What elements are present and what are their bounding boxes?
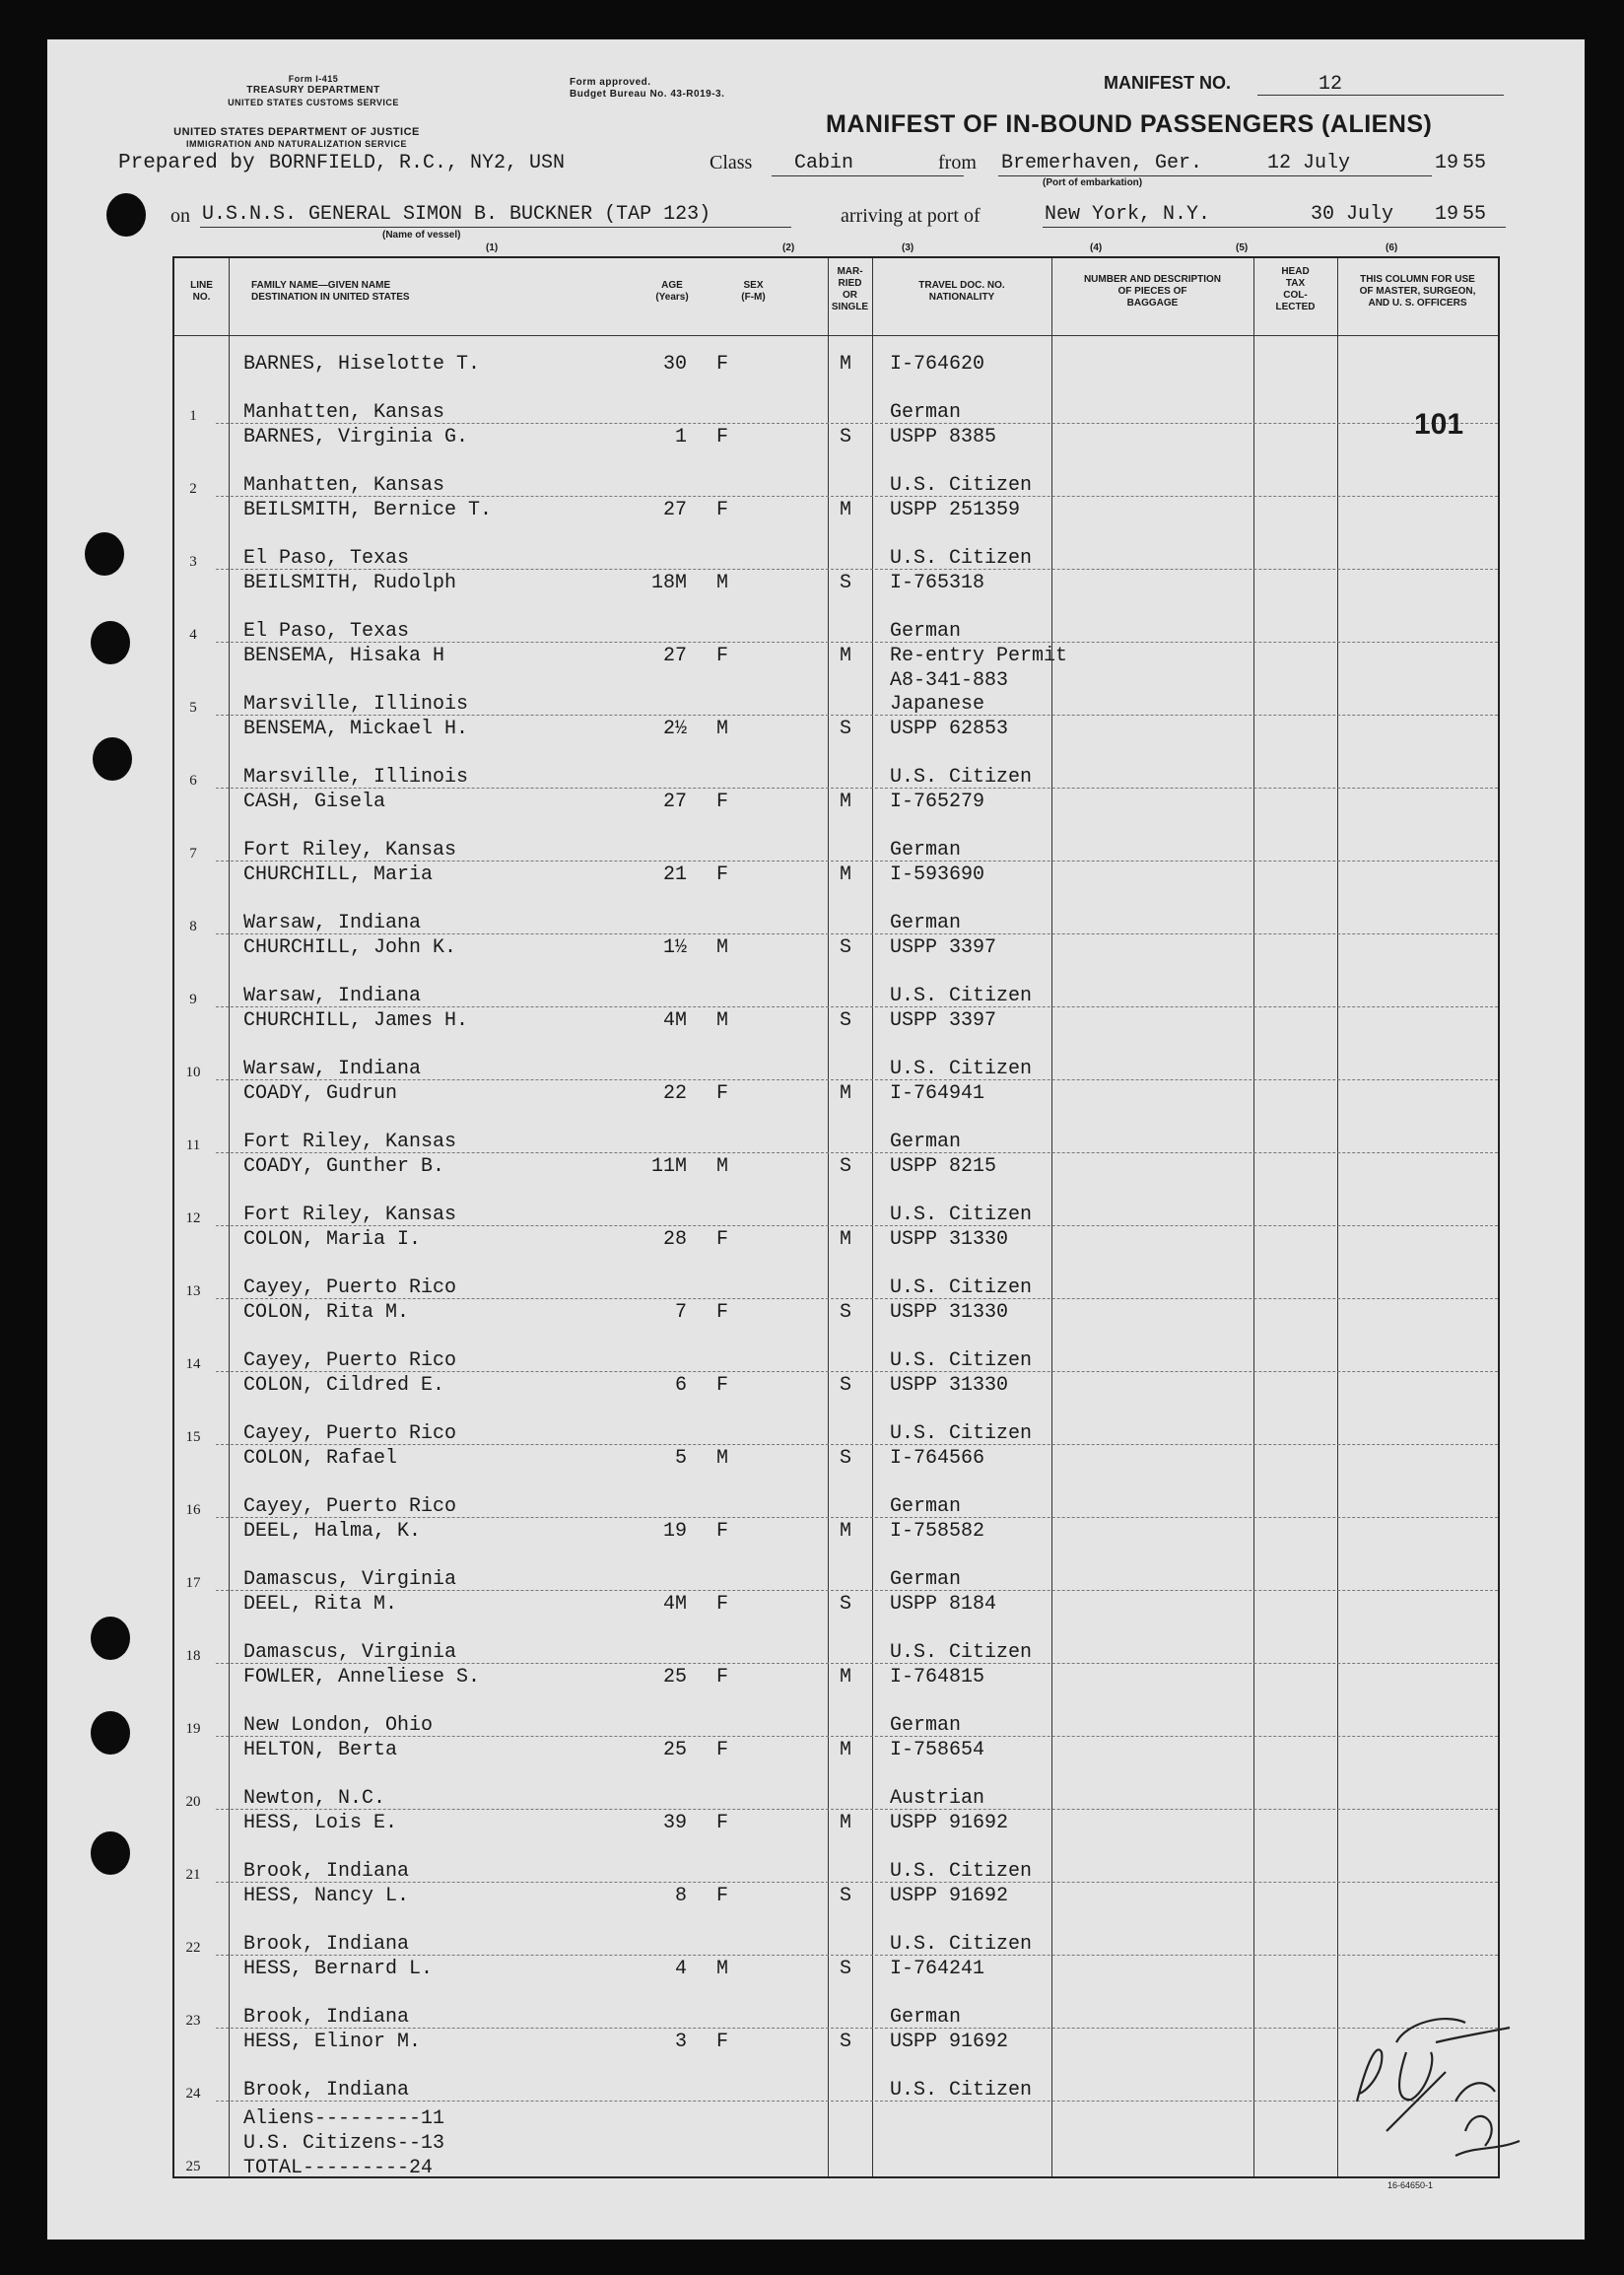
passenger-destination: Fort Riley, Kansas (243, 839, 457, 862)
col-num-1: (1) (486, 242, 499, 253)
line-number: 17 (185, 1575, 201, 1591)
passenger-name: CHURCHILL, James H. (243, 1009, 469, 1032)
passenger-sex: F (716, 1374, 729, 1397)
passenger-travel-doc: I-764566 (890, 1447, 985, 1470)
passenger-destination: Warsaw, Indiana (243, 1058, 422, 1080)
passenger-sex: M (716, 1009, 729, 1032)
col-header-travel: TRAVEL DOC. NO. NATIONALITY (918, 280, 1005, 303)
passenger-marital-status: M (840, 1520, 852, 1543)
passenger-sex: M (716, 936, 729, 959)
row-rule (216, 1371, 1498, 1372)
passenger-nationality: German (890, 620, 962, 643)
ins-service: IMMIGRATION AND NATURALIZATION SERVICE (186, 139, 407, 149)
passenger-marital-status: S (840, 1958, 852, 1980)
passenger-travel-doc: USPP 31330 (890, 1228, 1009, 1251)
row-rule (216, 496, 1498, 497)
passenger-name: BENSEMA, Hisaka H (243, 645, 445, 667)
treasury-dept: TREASURY DEPARTMENT (246, 85, 380, 96)
passenger-travel-doc: USPP 91692 (890, 1812, 1009, 1834)
passenger-destination: Fort Riley, Kansas (243, 1204, 457, 1226)
header-bottom-line (174, 335, 1498, 336)
passenger-travel-doc: USPP 91692 (890, 1885, 1009, 1907)
passenger-sex: F (716, 1593, 729, 1616)
passenger-age: 11M (650, 1155, 687, 1178)
line-number: 19 (185, 1721, 201, 1737)
customs-service: UNITED STATES CUSTOMS SERVICE (228, 98, 399, 107)
passenger-nationality: German (890, 1714, 962, 1737)
row-rule (216, 1517, 1498, 1518)
footer-code: 16-64650-1 (1387, 2180, 1434, 2190)
line-number: 20 (185, 1794, 201, 1810)
passenger-travel-doc: I-593690 (890, 863, 985, 886)
passenger-travel-doc: I-765279 (890, 791, 985, 813)
passenger-age: 27 (662, 499, 687, 521)
passenger-destination: Fort Riley, Kansas (243, 1131, 457, 1153)
punch-hole (91, 621, 130, 664)
passenger-destination: Marsville, Illinois (243, 693, 469, 716)
passenger-name: HESS, Lois E. (243, 1812, 398, 1834)
from-year-prefix: 19 (1435, 152, 1459, 174)
passenger-marital-status: S (840, 718, 852, 740)
passenger-nationality: German (890, 912, 962, 934)
passenger-age: 25 (662, 1739, 687, 1761)
passenger-destination: Damascus, Virginia (243, 1641, 457, 1664)
row-rule (216, 1006, 1498, 1007)
form-number: Form I-415 (288, 74, 339, 84)
col-num-2: (2) (782, 242, 795, 253)
col-header-baggage: NUMBER AND DESCRIPTION OF PIECES OF BAGGAGE (1083, 274, 1222, 309)
passenger-name: COLON, Cildred E. (243, 1374, 445, 1397)
passenger-marital-status: M (840, 499, 852, 521)
passenger-age: 4M (662, 1593, 687, 1616)
col-divider-officers (1337, 258, 1338, 2176)
passenger-nationality: U.S. Citizen (890, 1204, 1033, 1226)
passenger-destination: Brook, Indiana (243, 1933, 410, 1956)
passenger-sex: F (716, 645, 729, 667)
passenger-travel-doc: USPP 31330 (890, 1301, 1009, 1324)
passenger-name: DEEL, Halma, K. (243, 1520, 422, 1543)
passenger-destination: Cayey, Puerto Rico (243, 1495, 457, 1518)
line-number: 5 (189, 700, 197, 716)
passenger-nationality: German (890, 1568, 962, 1591)
passenger-marital-status: S (840, 1374, 852, 1397)
line-number: 6 (189, 773, 197, 789)
passenger-name: BARNES, Virginia G. (243, 426, 469, 448)
passenger-age: 39 (662, 1812, 687, 1834)
col-num-3: (3) (902, 242, 914, 253)
passenger-travel-doc: USPP 3397 (890, 1009, 997, 1032)
passenger-name: COADY, Gunther B. (243, 1155, 445, 1178)
passenger-nationality: U.S. Citizen (890, 547, 1033, 570)
col-divider-line (229, 258, 230, 2176)
manifest-no-underline (1257, 95, 1504, 96)
row-rule (216, 1955, 1498, 1956)
line-number: 14 (185, 1356, 201, 1372)
passenger-travel-doc: I-764620 (890, 353, 985, 376)
col-header-name: FAMILY NAME—GIVEN NAME DESTINATION IN UNITED STATES (251, 280, 410, 303)
passenger-travel-doc: Re-entry Permit (890, 645, 1068, 667)
totals-citizens: U.S. Citizens--13 (243, 2132, 445, 2155)
passenger-sex: F (716, 1739, 729, 1761)
from-value: Bremerhaven, Ger. (1001, 152, 1203, 174)
passenger-travel-doc: I-765318 (890, 572, 985, 594)
passenger-nationality: U.S. Citizen (890, 1641, 1033, 1664)
passenger-name: BEILSMITH, Rudolph (243, 572, 457, 594)
totals-aliens: Aliens---------11 (243, 2107, 445, 2130)
row-rule (216, 1298, 1498, 1299)
passenger-age: 7 (674, 1301, 687, 1324)
passenger-sex: F (716, 1228, 729, 1251)
col-num-5: (5) (1236, 242, 1249, 253)
passenger-age: 19 (662, 1520, 687, 1543)
passenger-name: CHURCHILL, John K. (243, 936, 457, 959)
form-approved: Form approved. (570, 77, 651, 88)
line-number: 22 (185, 1940, 201, 1956)
passenger-travel-doc: I-764241 (890, 1958, 985, 1980)
col-header-line: LINE NO. (190, 280, 213, 303)
line-number: 10 (185, 1065, 201, 1080)
arrival-date: 30 July (1311, 203, 1394, 226)
passenger-age: 25 (662, 1666, 687, 1689)
class-label: Class (710, 152, 753, 173)
passenger-travel-doc: I-758654 (890, 1739, 985, 1761)
passenger-marital-status: M (840, 791, 852, 813)
passenger-destination: New London, Ohio (243, 1714, 434, 1737)
manifest-no-label: MANIFEST NO. (1104, 73, 1231, 93)
line-number: 16 (185, 1502, 201, 1518)
passenger-sex: F (716, 1520, 729, 1543)
col-header-sex: SEX (F-M) (741, 280, 766, 303)
totals-total: TOTAL---------24 (243, 2157, 434, 2179)
passenger-age: 8 (674, 1885, 687, 1907)
passenger-name: HESS, Elinor M. (243, 2031, 422, 2053)
from-label: from (938, 152, 977, 173)
passenger-destination: Damascus, Virginia (243, 1568, 457, 1591)
punch-hole (91, 1831, 130, 1875)
vessel-underline (200, 227, 791, 228)
col-divider-baggage (1051, 258, 1052, 2176)
passenger-marital-status: M (840, 353, 852, 376)
passenger-travel-doc: USPP 31330 (890, 1374, 1009, 1397)
line-number: 11 (185, 1138, 201, 1153)
passenger-name: BENSEMA, Mickael H. (243, 718, 469, 740)
passenger-name: HELTON, Berta (243, 1739, 398, 1761)
passenger-nationality: U.S. Citizen (890, 766, 1033, 789)
passenger-name: BEILSMITH, Bernice T. (243, 499, 493, 521)
line-number: 1 (189, 408, 197, 424)
line-number: 3 (189, 554, 197, 570)
passenger-destination: Manhatten, Kansas (243, 401, 445, 424)
passenger-travel-doc: USPP 8184 (890, 1593, 997, 1616)
passenger-age: 28 (662, 1228, 687, 1251)
passenger-name: BARNES, Hiselotte T. (243, 353, 481, 376)
passenger-sex: F (716, 863, 729, 886)
col-divider-married (828, 258, 829, 2176)
passenger-age: 4 (674, 1958, 687, 1980)
manifest-no-value: 12 (1319, 73, 1343, 96)
line-number: 9 (189, 992, 197, 1007)
row-rule (216, 1882, 1498, 1883)
passenger-travel-doc: I-758582 (890, 1520, 985, 1543)
port-embarkation-label: (Port of embarkation) (1043, 177, 1143, 188)
passenger-sex: F (716, 1301, 729, 1324)
passenger-marital-status: S (840, 2031, 852, 2053)
passenger-nationality: U.S. Citizen (890, 985, 1033, 1007)
passenger-name: COLON, Maria I. (243, 1228, 422, 1251)
form-id-block (205, 73, 422, 108)
passenger-name: COLON, Rafael (243, 1447, 398, 1470)
passenger-age: 21 (662, 863, 687, 886)
col-header-age: AGE (Years) (655, 280, 689, 303)
row-rule (216, 1225, 1498, 1226)
from-underline (998, 175, 1432, 176)
passenger-destination: El Paso, Texas (243, 547, 410, 570)
passenger-age: 2½ (662, 718, 687, 740)
passenger-nationality: U.S. Citizen (890, 1422, 1033, 1445)
col-num-6: (6) (1386, 242, 1398, 253)
passenger-age: 27 (662, 791, 687, 813)
passenger-sex: F (716, 426, 729, 448)
passenger-sex: F (716, 499, 729, 521)
approval-block (570, 77, 806, 101)
col-header-headtax: HEAD TAX COL- LECTED (1275, 266, 1316, 312)
passenger-destination: Manhatten, Kansas (243, 474, 445, 497)
passenger-destination: Warsaw, Indiana (243, 912, 422, 934)
passenger-sex: F (716, 1812, 729, 1834)
line-number: 12 (185, 1210, 201, 1226)
passenger-age: 1 (674, 426, 687, 448)
passenger-destination: Marsville, Illinois (243, 766, 469, 789)
passenger-sex: F (716, 791, 729, 813)
passenger-table (172, 256, 1500, 2178)
passenger-sex: F (716, 2031, 729, 2053)
passenger-marital-status: S (840, 1009, 852, 1032)
passenger-nationality: German (890, 401, 962, 424)
punch-hole (93, 737, 132, 781)
passenger-nationality: Austrian (890, 1787, 985, 1810)
passenger-name: FOWLER, Anneliese S. (243, 1666, 481, 1689)
row-rule (216, 2028, 1498, 2029)
prepared-by-value: BORNFIELD, R.C., NY2, USN (269, 152, 566, 174)
row-rule (216, 2101, 1498, 2102)
passenger-nationality: U.S. Citizen (890, 1860, 1033, 1883)
passenger-marital-status: M (840, 1082, 852, 1105)
row-rule (216, 861, 1498, 862)
passenger-marital-status: M (840, 863, 852, 886)
passenger-sex: M (716, 1958, 729, 1980)
col-divider-headtax (1253, 258, 1254, 2176)
line-number: 24 (185, 2086, 201, 2102)
passenger-destination: Cayey, Puerto Rico (243, 1349, 457, 1372)
passenger-destination: Newton, N.C. (243, 1787, 386, 1810)
passenger-marital-status: M (840, 1812, 852, 1834)
vessel-name: U.S.N.S. GENERAL SIMON B. BUCKNER (TAP 123) (202, 203, 711, 226)
passenger-sex: M (716, 1155, 729, 1178)
passenger-sex: M (716, 718, 729, 740)
from-date: 12 July (1267, 152, 1351, 174)
passenger-nationality: German (890, 1495, 962, 1518)
row-rule (216, 933, 1498, 934)
row-rule (216, 569, 1498, 570)
line-number: 21 (185, 1867, 201, 1883)
col-header-married: MAR- RIED OR SINGLE (831, 266, 869, 312)
passenger-name: CHURCHILL, Maria (243, 863, 434, 886)
passenger-travel-doc: USPP 91692 (890, 2031, 1009, 2053)
passenger-destination: Brook, Indiana (243, 1860, 410, 1883)
passenger-age: 22 (662, 1082, 687, 1105)
arrival-year-prefix: 19 (1435, 203, 1459, 226)
col-num-4: (4) (1090, 242, 1103, 253)
line-number: 23 (185, 2013, 201, 2029)
passenger-age: 4M (662, 1009, 687, 1032)
class-underline (772, 175, 964, 176)
passenger-nationality: U.S. Citizen (890, 1349, 1033, 1372)
arriving-label: arriving at port of (841, 205, 981, 227)
row-rule (216, 423, 1498, 424)
passenger-marital-status: M (840, 1228, 852, 1251)
passenger-sex: M (716, 572, 729, 594)
punch-hole (91, 1711, 130, 1755)
line-number: 25 (185, 2159, 201, 2174)
handwritten-signature (1337, 1983, 1524, 2161)
arrival-underline (1043, 227, 1506, 228)
passenger-sex: F (716, 1666, 729, 1689)
passenger-age: 1½ (662, 936, 687, 959)
passenger-name: DEEL, Rita M. (243, 1593, 398, 1616)
passenger-marital-status: M (840, 645, 852, 667)
passenger-destination: El Paso, Texas (243, 620, 410, 643)
passenger-marital-status: M (840, 1666, 852, 1689)
passenger-nationality: German (890, 2006, 962, 2029)
row-rule (216, 788, 1498, 789)
passenger-marital-status: S (840, 1885, 852, 1907)
justice-block (164, 126, 430, 150)
passenger-sex: F (716, 1885, 729, 1907)
passenger-marital-status: S (840, 1447, 852, 1470)
passenger-nationality: U.S. Citizen (890, 2079, 1033, 2102)
passenger-nationality: U.S. Citizen (890, 1058, 1033, 1080)
passenger-destination: Cayey, Puerto Rico (243, 1422, 457, 1445)
col-divider-travel (872, 258, 873, 2176)
passenger-travel-doc: I-764815 (890, 1666, 985, 1689)
passenger-travel-doc: USPP 3397 (890, 936, 997, 959)
passenger-name: COADY, Gudrun (243, 1082, 398, 1105)
passenger-destination: Cayey, Puerto Rico (243, 1276, 457, 1299)
passenger-nationality: U.S. Citizen (890, 1276, 1033, 1299)
manifest-title: MANIFEST OF IN-BOUND PASSENGERS (ALIENS) (826, 110, 1433, 138)
line-number: 7 (189, 846, 197, 862)
punch-hole (91, 1617, 130, 1660)
passenger-marital-status: S (840, 572, 852, 594)
line-number: 15 (185, 1429, 201, 1445)
passenger-name: COLON, Rita M. (243, 1301, 410, 1324)
passenger-marital-status: S (840, 1155, 852, 1178)
passenger-travel-doc: USPP 251359 (890, 499, 1021, 521)
page-number: 101 (1414, 408, 1464, 441)
passenger-age: 5 (674, 1447, 687, 1470)
passenger-sex: F (716, 1082, 729, 1105)
row-rule (216, 1444, 1498, 1445)
passenger-marital-status: S (840, 1593, 852, 1616)
passenger-name: HESS, Nancy L. (243, 1885, 410, 1907)
row-rule (216, 1152, 1498, 1153)
row-rule (216, 642, 1498, 643)
passenger-name: HESS, Bernard L. (243, 1958, 434, 1980)
budget-bureau: Budget Bureau No. 43-R019-3. (570, 89, 725, 100)
passenger-nationality: Japanese (890, 693, 985, 716)
justice-dept: UNITED STATES DEPARTMENT OF JUSTICE (173, 126, 420, 138)
row-rule (216, 1079, 1498, 1080)
col-header-officers: THIS COLUMN FOR USE OF MASTER, SURGEON, AND U. S. OFFICERS (1359, 274, 1476, 309)
passenger-marital-status: S (840, 936, 852, 959)
passenger-destination: Brook, Indiana (243, 2079, 410, 2102)
passenger-nationality: German (890, 839, 962, 862)
passenger-nationality: U.S. Citizen (890, 1933, 1033, 1956)
passenger-travel-doc: I-764941 (890, 1082, 985, 1105)
line-number: 2 (189, 481, 197, 497)
passenger-nationality: German (890, 1131, 962, 1153)
vessel-name-label: (Name of vessel) (382, 230, 461, 241)
manifest-sheet (47, 39, 1585, 2240)
line-number: 8 (189, 919, 197, 934)
passenger-name: CASH, Gisela (243, 791, 386, 813)
passenger-age: 27 (662, 645, 687, 667)
passenger-sex: M (716, 1447, 729, 1470)
passenger-nationality: U.S. Citizen (890, 474, 1033, 497)
passenger-age: 3 (674, 2031, 687, 2053)
passenger-age: 18M (650, 572, 687, 594)
passenger-age: 6 (674, 1374, 687, 1397)
row-rule (216, 1809, 1498, 1810)
from-year: 55 (1462, 152, 1487, 174)
line-number: 13 (185, 1283, 201, 1299)
passenger-marital-status: M (840, 1739, 852, 1761)
row-rule (216, 1590, 1498, 1591)
passenger-destination: Brook, Indiana (243, 2006, 410, 2029)
passenger-destination: Warsaw, Indiana (243, 985, 422, 1007)
class-value: Cabin (794, 152, 854, 174)
passenger-travel-doc: USPP 8215 (890, 1155, 997, 1178)
arrival-port: New York, N.Y. (1045, 203, 1211, 226)
punch-hole (85, 532, 124, 576)
row-rule (216, 1736, 1498, 1737)
on-label: on (170, 205, 190, 227)
row-rule (216, 1663, 1498, 1664)
passenger-travel-doc: USPP 8385 (890, 426, 997, 448)
line-number: 4 (189, 627, 197, 643)
punch-hole (106, 193, 146, 237)
passenger-marital-status: S (840, 1301, 852, 1324)
line-number: 18 (185, 1648, 201, 1664)
passenger-sex: F (716, 353, 729, 376)
arrival-year: 55 (1462, 203, 1487, 226)
passenger-marital-status: S (840, 426, 852, 448)
prepared-by-label: Prepared by (118, 152, 255, 174)
row-rule (216, 715, 1498, 716)
passenger-travel-doc: USPP 62853 (890, 718, 1009, 740)
passenger-age: 30 (662, 353, 687, 376)
passenger-travel-doc-2: A8-341-883 (890, 669, 1009, 692)
